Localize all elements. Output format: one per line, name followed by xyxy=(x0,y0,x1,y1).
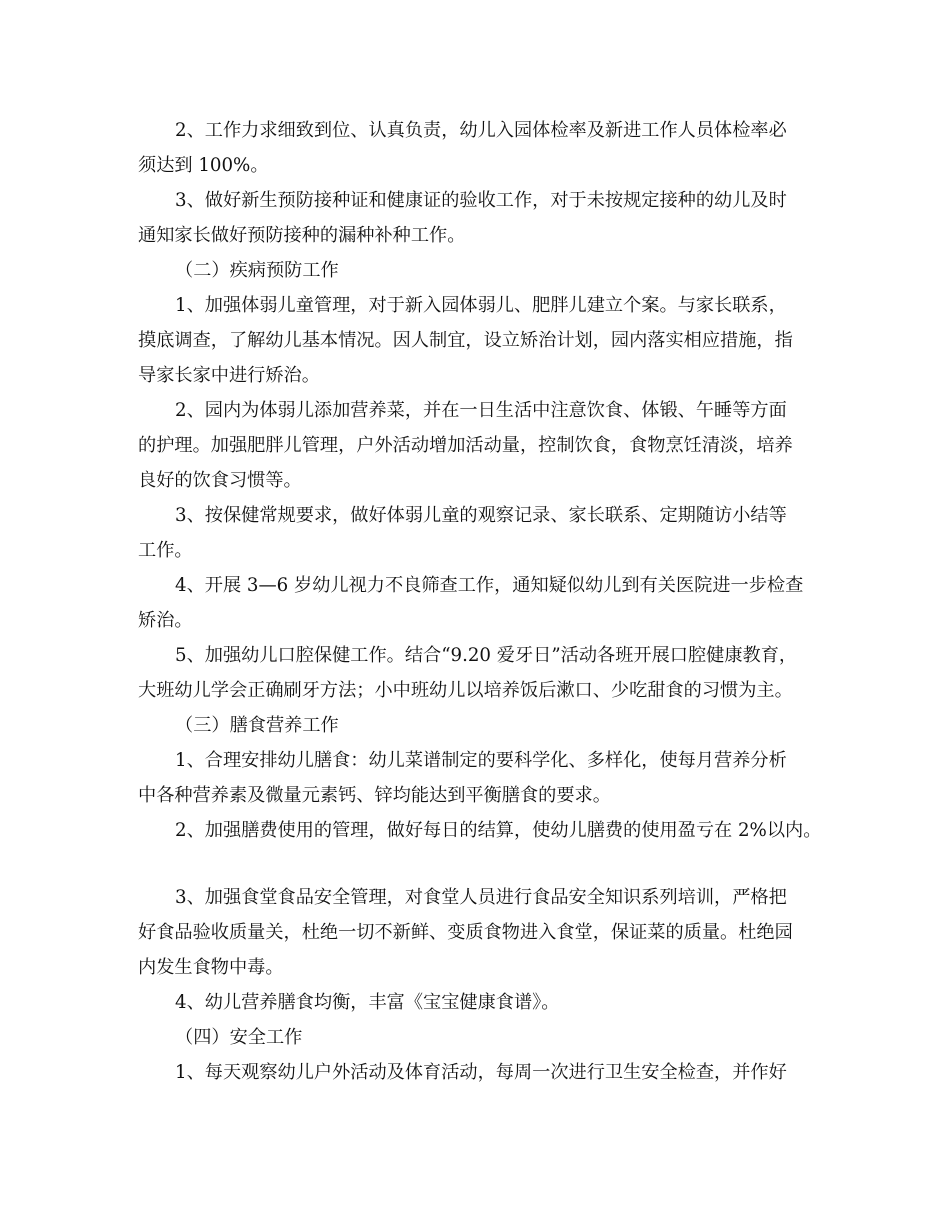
section-heading: （四）安全工作 xyxy=(175,1027,303,1048)
section-heading: （三）膳食营养工作 xyxy=(175,715,339,736)
paragraph-line: 好食品验收质量关，杜绝一切不新鲜、变质食物进入食堂，保证菜的质量。杜绝园 xyxy=(138,922,793,943)
section-heading: （二）疾病预防工作 xyxy=(175,260,339,281)
paragraph-line: 4、幼儿营养膳食均衡，丰富《宝宝健康食谱》。 xyxy=(175,992,560,1013)
paragraph-line: 通知家长做好预防接种的漏种补种工作。 xyxy=(138,225,466,246)
paragraph-line: 大班幼儿学会正确刷牙方法；小中班幼儿以培养饭后漱口、少吃甜食的习惯为主。 xyxy=(138,680,793,701)
paragraph-line: 3、加强食堂食品安全管理，对食堂人员进行食品安全知识系列培训，严格把 xyxy=(175,887,787,908)
paragraph-line: 2、园内为体弱儿添加营养菜，并在一日生活中注意饮食、体锻、午睡等方面 xyxy=(175,400,787,421)
paragraph-line: 2、加强膳费使用的管理，做好每日的结算，使幼儿膳费的使用盈亏在 2%以内。 xyxy=(175,820,822,841)
paragraph-line: 1、加强体弱儿童管理，对于新入园体弱儿、肥胖儿建立个案。与家长联系， xyxy=(175,295,787,316)
paragraph-line: 工作。 xyxy=(138,540,193,561)
paragraph-line: 中各种营养素及微量元素钙、锌均能达到平衡膳食的要求。 xyxy=(138,785,611,806)
paragraph-line: 摸底调查，了解幼儿基本情况。因人制宜，设立矫治计划，园内落实相应措施，指 xyxy=(138,330,793,351)
paragraph-line: 1、合理安排幼儿膳食：幼儿菜谱制定的要科学化、多样化，使每月营养分析 xyxy=(175,750,787,771)
paragraph-line: 矫治。 xyxy=(138,610,193,631)
paragraph-line: 内发生食物中毒。 xyxy=(138,957,284,978)
paragraph-line: 2、工作力求细致到位、认真负责，幼儿入园体检率及新进工作人员体检率必 xyxy=(175,120,787,141)
paragraph-line: 3、做好新生预防接种证和健康证的验收工作，对于未按规定接种的幼儿及时 xyxy=(175,190,787,211)
paragraph-line: 5、加强幼儿口腔保健工作。结合“9.20 爱牙日”活动各班开展口腔健康教育， xyxy=(175,645,798,666)
paragraph-line: 3、按保健常规要求，做好体弱儿童的观察记录、家长联系、定期随访小结等 xyxy=(175,505,787,526)
paragraph-line: 1、每天观察幼儿户外活动及体育活动，每周一次进行卫生安全检查，并作好 xyxy=(175,1062,787,1083)
paragraph-line: 导家长家中进行矫治。 xyxy=(138,365,320,386)
paragraph-line: 4、开展 3—6 岁幼儿视力不良筛查工作，通知疑似幼儿到有关医院进一步检查 xyxy=(175,575,804,596)
paragraph-line: 良好的饮食习惯等。 xyxy=(138,470,302,491)
paragraph-line: 须达到 100%。 xyxy=(138,155,269,176)
paragraph-line: 的护理。加强肥胖儿管理，户外活动增加活动量，控制饮食，食物烹饪清淡，培养 xyxy=(138,435,793,456)
